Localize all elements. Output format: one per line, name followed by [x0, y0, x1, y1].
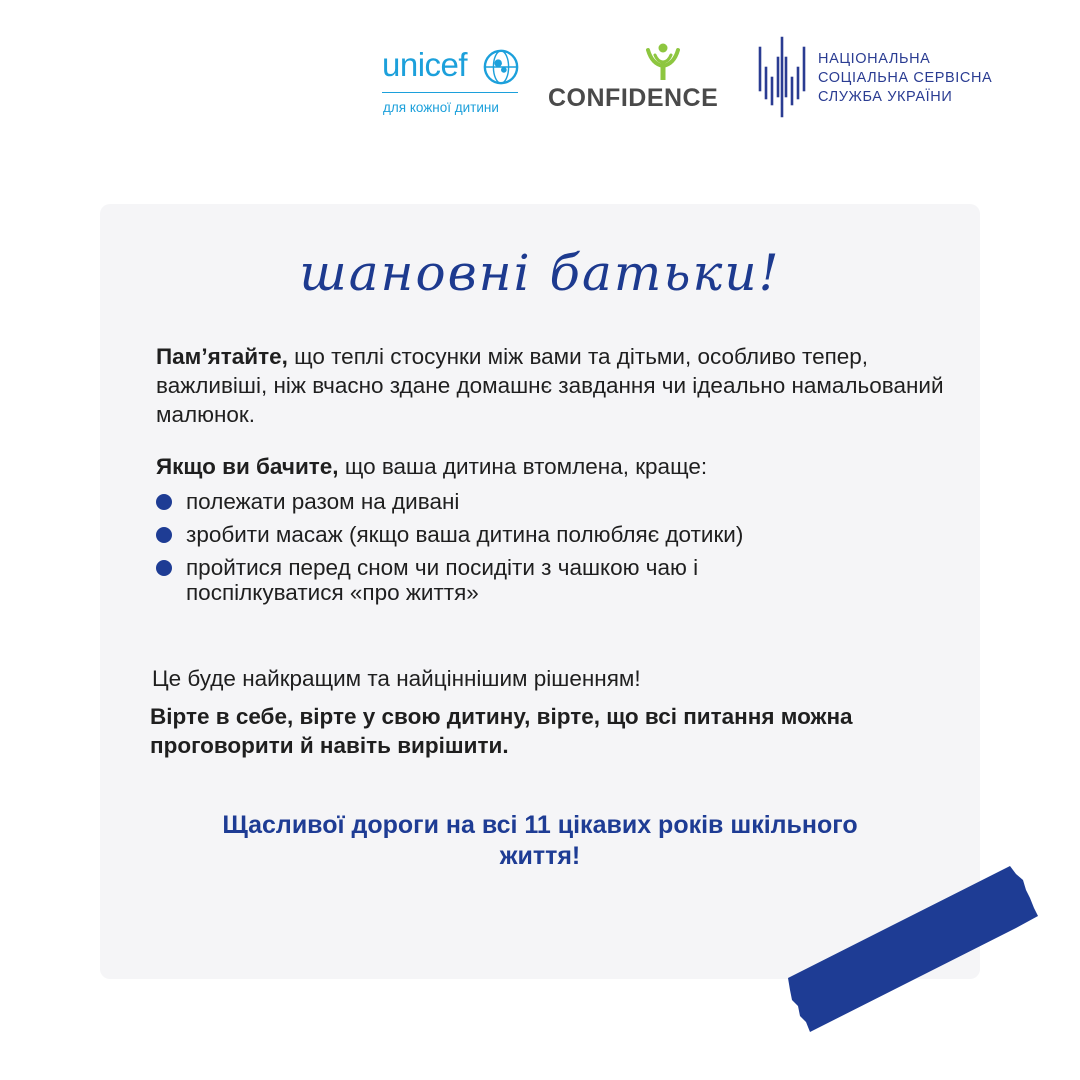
nssu-logo	[756, 34, 1020, 124]
paragraph-if-you-see	[156, 452, 968, 481]
nssu-line-2: СОЦІАЛЬНА СЕРВІСНА	[818, 70, 993, 86]
suggestion-list	[156, 489, 968, 613]
paragraph-best-decision: Це буде найкращим та найціннішим рішенням!	[152, 666, 641, 691]
unicef-globe-icon	[482, 48, 520, 86]
unicef-divider	[382, 92, 518, 93]
nssu-line-1: НАЦІОНАЛЬНА	[818, 51, 931, 67]
page-title: шановні батьки!	[299, 244, 781, 302]
bullet-dot-icon	[156, 527, 172, 543]
list-item-text: зробити масаж (якщо ваша дитина полюбляє дотики)	[186, 522, 744, 547]
paragraph-believe: Вірте в себе, вірте у свою дитину, вірте, що всі питання можна проговорити й навіть вирішити.	[150, 704, 853, 758]
paragraph-if-you-see-body: що ваша дитина втомлена, краще:	[338, 454, 708, 479]
unicef-logo	[380, 42, 525, 122]
nssu-trident-icon	[756, 34, 808, 118]
list-item-text: пройтися перед сном чи посидіти з чашкою чаю і поспілкуватися «про життя»	[186, 555, 699, 605]
nssu-line-3: СЛУЖБА УКРАЇНИ	[818, 89, 953, 105]
paragraph-if-you-see-lead: Якщо ви бачите,	[156, 454, 339, 479]
list-item	[156, 555, 826, 605]
partner-logos	[380, 34, 1020, 124]
confidence-sprout-icon	[638, 42, 688, 82]
list-item-text: полежати разом на дивані	[186, 489, 460, 514]
list-item	[156, 522, 968, 547]
list-item	[156, 489, 968, 514]
unicef-wordmark: unicef	[382, 46, 468, 83]
unicef-tagline: для кожної дитини	[383, 100, 499, 115]
paragraph-remember-lead: Пам’ятайте,	[156, 344, 288, 369]
bullet-dot-icon	[156, 494, 172, 510]
nssu-name	[818, 50, 1018, 107]
tape-decoration	[780, 860, 1050, 1040]
bullet-dot-icon	[156, 560, 172, 576]
confidence-wordmark: CONFIDENCE	[548, 84, 719, 112]
closing-wish-text: Щасливої дороги на всі 11 цікавих років шкільного життя!	[222, 811, 858, 870]
paragraph-remember-body: що теплі стосунки між вами та дітьми, особливо тепер, важливіші, ніж вчасно здане домашнє завдання чи ідеально намальований малюнок.	[156, 344, 944, 427]
confidence-logo	[548, 42, 733, 122]
paragraph-remember	[156, 342, 968, 429]
